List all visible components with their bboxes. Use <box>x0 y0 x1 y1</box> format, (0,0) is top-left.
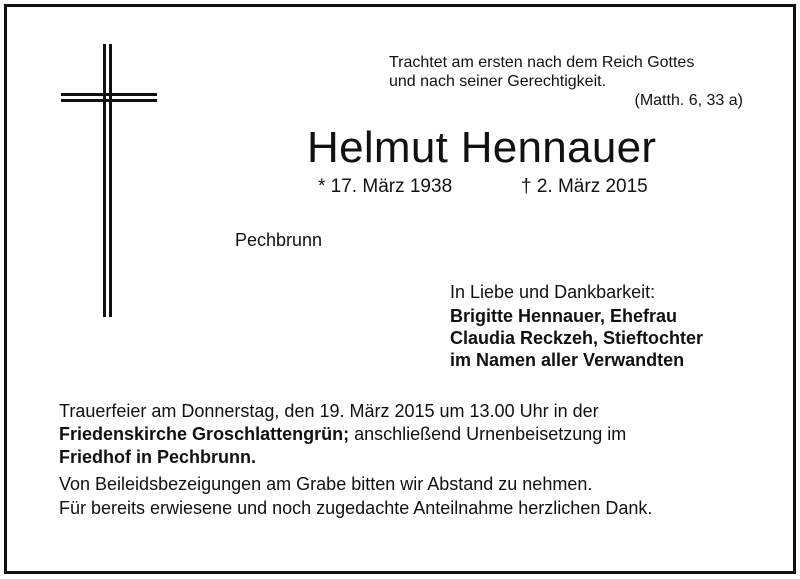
cemetery-name <box>59 446 256 469</box>
mourner-name: Claudia Reckzeh, Stieftochter <box>450 328 704 348</box>
church-name: Friedenskirche Groschlattengrün; <box>59 424 350 444</box>
deceased-name: Helmut Hennauer <box>307 123 657 172</box>
funeral-notice-line-1: Trauerfeier am Donnerstag, den 19. März 2015 um 13.00 Uhr in der <box>59 401 599 421</box>
death-date: † 2. März 2015 <box>521 176 648 197</box>
residence-place: Pechbrunn <box>235 230 323 250</box>
mourner-name: Brigitte Hennauer, Ehefrau <box>450 306 678 326</box>
birth-date: * 17. März 1938 <box>318 176 453 197</box>
cemetery-name-text: Friedhof in Pechbrunn. <box>59 447 256 467</box>
mourners-intro: In Liebe und Dankbarkeit: <box>450 282 656 302</box>
burial-info: anschließend Urnenbeisetzung im <box>349 424 627 444</box>
funeral-notice-line-2 <box>59 423 626 446</box>
bible-verse-line-2: und nach seiner Gerechtigkeit. <box>389 73 607 90</box>
bible-verse-line-1: Trachtet am ersten nach dem Reich Gottes <box>389 54 695 71</box>
thanks-line: Für bereits erwiesene und noch zugedachte Anteilnahme herzlichen Dank. <box>59 498 653 518</box>
condolence-request: Von Beileidsbezeigungen am Grabe bitten wir Abstand zu nehmen. <box>59 474 593 494</box>
bible-verse-reference: (Matth. 6, 33 a) <box>634 92 743 109</box>
mourner-name: im Namen aller Verwandten <box>450 350 685 370</box>
